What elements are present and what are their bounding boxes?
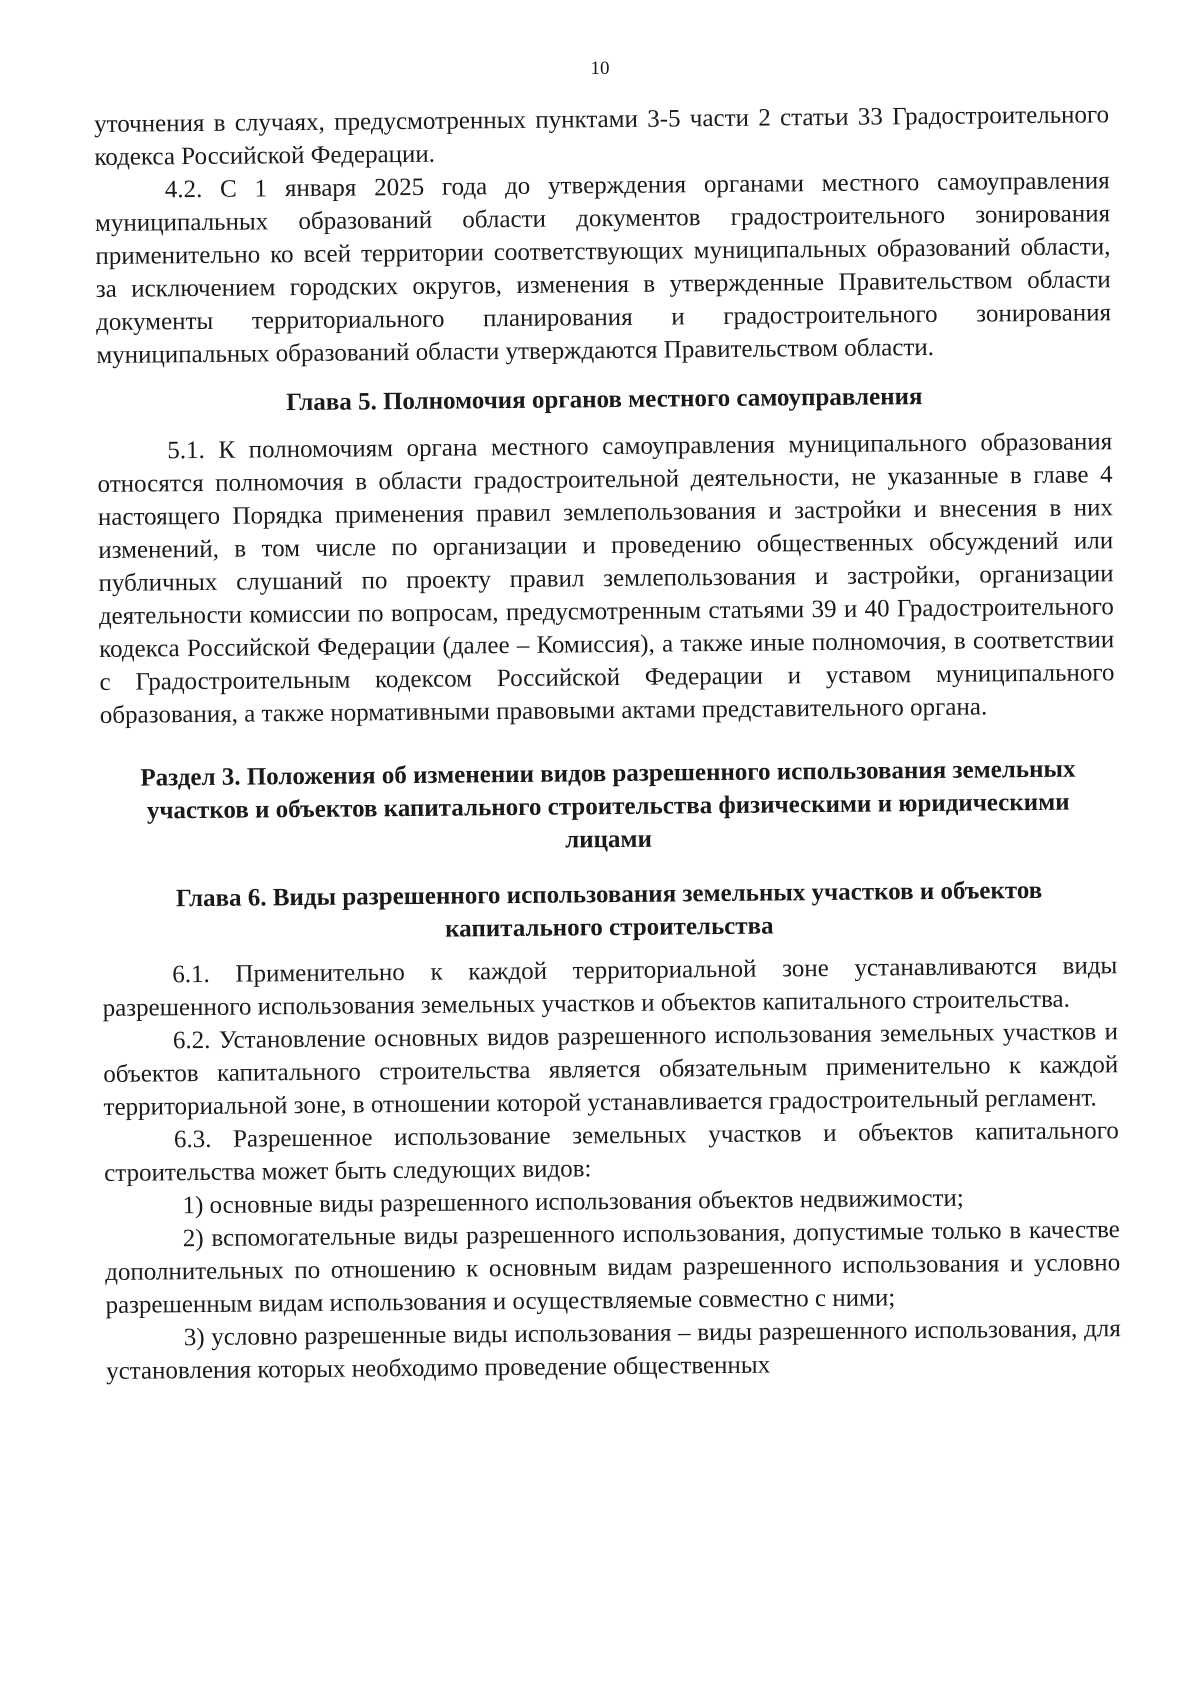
paragraph-4-2: 4.2. С 1 января 2025 года до утверждения органами местного самоуправления муниципальных образований области документов градостроительного зонирования применительно ко всей территории соответствующих муниципальных образований области, за исключением городских округов, изменения в утвержденные Правительством области документы территориального планирования и градостроительного зонирования муниципальных образований области утверждаются Правительством области.: [94, 167, 1112, 369]
list-item-3: 3) условно разрешенные виды использования – виды разрешенного использования, для установления которых необходимо проведение общественных: [105, 1315, 1121, 1385]
paragraph-6-1: 6.1. Применительно к каждой территориальной зоне устанавливаются виды разрешенного использования земельных участков и объектов капитального строительства.: [102, 952, 1118, 1022]
section-3-heading: Раздел 3. Положения об изменении видов разрешенного использования земельных участков и объектов капитального строительства физическими и юридическими лицами: [140, 755, 1076, 854]
paragraph-5-1: 5.1. К полномочиям органа местного самоуправления муниципального образования относятся полномочия в области градостроительной деятельности, не указанные в главе 4 настоящего Порядка применения правил землепользования и застройки и внесения в них изменений, в том числе по организации и проведению общественных обсуждений или публичных слушаний по проекту правил землепользования и застройки, организации деятельности комиссии по вопросам, предусмотренным статьями 39 и 40 Градостроительного кодекса Российской Федерации (далее – Комиссия), а также иные полномочия, в соответствии с Градостроительным кодексом Российской Федерации и уставом муниципального образования, а также нормативными правовыми актами представительного органа.: [97, 428, 1115, 729]
paragraph-6-3: 6.3. Разрешенное использование земельных участков и объектов капитального строительства может быть следующих видов:: [104, 1117, 1119, 1187]
list-item-1: 1) основные виды разрешенного использования объектов недвижимости;: [182, 1184, 964, 1220]
chapter-5-heading: Глава 5. Полномочия органов местного самоуправления: [286, 383, 923, 417]
document-body: [94, 98, 1121, 1388]
paragraph-6-2: 6.2. Установление основных видов разрешенного использования земельных участков и объектов капитального строительства является обязательным применительно к каждой территориальной зоне, в отношении которой устанавливается градостроительный регламент.: [103, 1018, 1119, 1121]
page-number: 10: [590, 58, 610, 79]
paragraph-continuation: уточнения в случаях, предусмотренных пунктами 3-5 части 2 статьи 33 Градостроительного кодекса Российской Федерации.: [94, 101, 1110, 171]
list-item-2: 2) вспомогательные виды разрешенного использования, допустимые только в качестве дополнительных по отношению к основным видам разрешенного использования и условно разрешенным видам использования и осуществляемые совместно с ними;: [105, 1216, 1121, 1319]
chapter-6-heading: Глава 6. Виды разрешенного использования земельных участков и объектов капитального строительства: [175, 876, 1043, 943]
